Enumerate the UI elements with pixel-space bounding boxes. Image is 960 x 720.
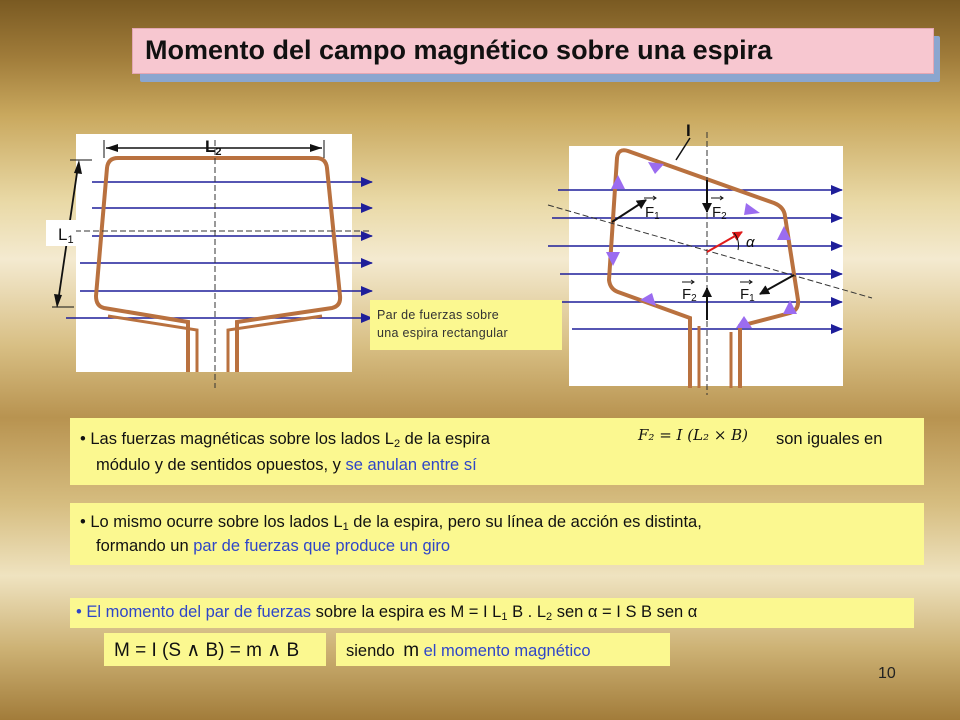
moment-formula-box bbox=[104, 633, 326, 666]
current-label-pointer bbox=[676, 138, 690, 160]
bullet-2-line-2: formando un par de fuerzas que produce un giro bbox=[96, 537, 451, 555]
label-f2-bottom: F2 bbox=[682, 286, 697, 304]
force-f1-bottom-arrow bbox=[760, 275, 794, 294]
label-f1-bottom: F1 bbox=[740, 286, 755, 304]
label-l2: L2 bbox=[205, 137, 222, 158]
bullet-1-line-2: módulo y de sentidos opuestos, y se anulan entre sí bbox=[96, 456, 477, 474]
label-l1: L1 bbox=[58, 225, 74, 246]
wire-loop-left bbox=[96, 158, 340, 372]
caption-line-2: una espira rectangular bbox=[377, 326, 508, 340]
left-field-lines bbox=[66, 182, 372, 318]
vector-bars bbox=[644, 196, 752, 284]
normal-vector-arrow bbox=[707, 232, 742, 252]
magnetic-moment-definition bbox=[336, 633, 670, 666]
moment-symbol: m bbox=[403, 640, 420, 661]
current-arrows bbox=[606, 162, 797, 328]
page-number: 10 bbox=[878, 665, 896, 682]
slide-title: Momento del campo magnético sobre una espira bbox=[132, 28, 934, 74]
bullet-forces-l1 bbox=[70, 503, 924, 565]
label-alpha: α bbox=[746, 234, 755, 251]
current-arrow bbox=[744, 203, 760, 215]
bullet-1-suffix: son iguales en bbox=[776, 430, 883, 448]
bullet-3-line: • El momento del par de fuerzas sobre la espira es M = I $L_1$ B . $L_2$ sen α = I S B sen α bbox=[76, 603, 698, 623]
axis-tilted-right bbox=[548, 205, 872, 298]
caption-line-1: Par de fuerzas sobre bbox=[377, 308, 500, 322]
bullet-forces-l2 bbox=[70, 418, 924, 485]
formula-f2: F₂ = I (L₂ × B) bbox=[638, 426, 749, 444]
current-arrow bbox=[648, 162, 664, 174]
current-arrow bbox=[611, 175, 625, 189]
bullet-2-line-1: • Lo mismo ocurre sobre los lados $L_1$ de la espira, pero su línea de acción es distinta, bbox=[80, 513, 702, 533]
bullet-moment bbox=[70, 598, 914, 628]
label-current-i: I bbox=[686, 121, 691, 140]
label-f1-top: F1 bbox=[645, 204, 660, 222]
bullet-1-line-1: • Las fuerzas magnéticas sobre los lados $L_2$ de la espira bbox=[80, 430, 490, 450]
wire-legs-right bbox=[699, 326, 731, 388]
moment-formula: M = I (S ∧ B) = m ∧ B bbox=[114, 640, 300, 661]
moment-definition-line: siendo m el momento magnético bbox=[346, 640, 591, 661]
label-f2-top: F2 bbox=[712, 204, 727, 222]
figure-caption bbox=[370, 300, 562, 350]
